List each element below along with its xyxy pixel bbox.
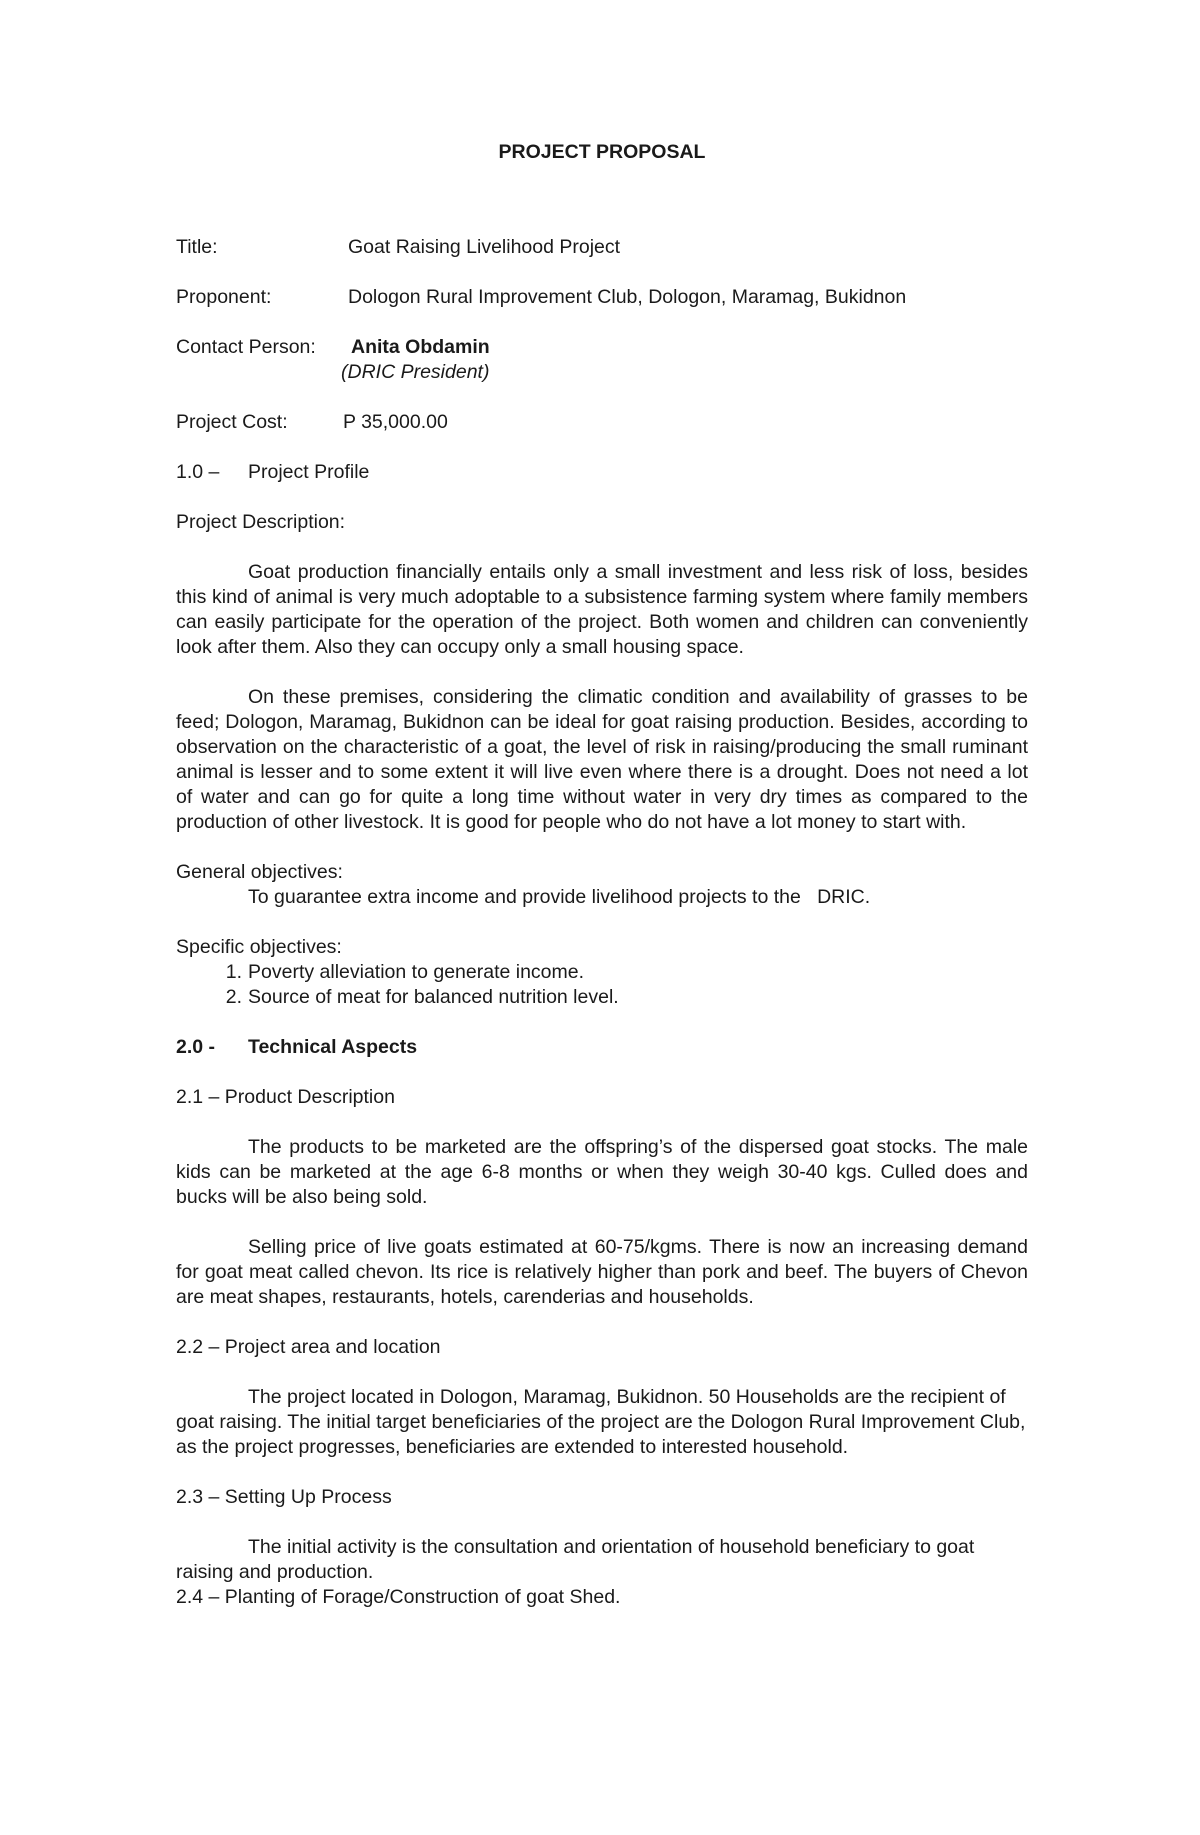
section-1-heading bbox=[176, 460, 1028, 485]
product-paragraph-2: Selling price of live goats estimated at 60-75/kgms. There is now an increasing demand for goat meat called chevon. Its rice is relatively higher than pork and beef. The buyers of Chevon are meat shapes, restaurants, hotels, carenderias and households. bbox=[176, 1236, 1028, 1308]
list-item-number: 1. bbox=[225, 961, 242, 983]
specific-objectives-list bbox=[176, 960, 1028, 1010]
description-paragraph-1: Goat production financially entails only a small investment and less risk of loss, besides this kind of animal is very much adoptable to a subsistence farming system where family members can easily participate for the operation of the project. Both women and children can conveniently look after them. Also they can occupy only a small housing space. bbox=[176, 561, 1028, 658]
cost-field bbox=[176, 410, 1028, 435]
contact-role: (DRIC President) bbox=[341, 361, 490, 383]
section-2-heading bbox=[176, 1035, 1028, 1060]
setup-paragraph: The initial activity is the consultation and orientation of household beneficiary to goat raising and production. bbox=[176, 1536, 975, 1583]
subsection-2-3-heading: 2.3 – Setting Up Process bbox=[176, 1486, 392, 1508]
section-1-title: Project Profile bbox=[248, 461, 370, 483]
list-item bbox=[225, 960, 1028, 985]
proponent-field bbox=[176, 285, 1028, 310]
subsection-2-2-heading: 2.2 – Project area and location bbox=[176, 1336, 441, 1358]
contact-name: Anita Obdamin bbox=[351, 336, 490, 358]
contact-label: Contact Person: bbox=[176, 336, 316, 358]
proponent-value: Dologon Rural Improvement Club, Dologon, Maramag, Bukidnon bbox=[348, 286, 907, 308]
list-item-number: 2. bbox=[225, 986, 242, 1008]
proponent-label: Proponent: bbox=[176, 286, 272, 308]
cost-value: P 35,000.00 bbox=[343, 411, 448, 433]
general-objectives-label: General objectives: bbox=[176, 861, 343, 883]
description-paragraph-2: On these premises, considering the climatic condition and availability of grasses to be feed; Dologon, Maramag, Bukidnon can be ideal for goat raising production. Besides, according to observation on the characteristic of a goat, the level of risk in raising/producing the small ruminant animal is lesser and to some extent it will live even where there is a drought. Does not need a lot of water and can go for quite a long time without water in very dry times as compared to the production of other livestock. It is good for people who do not have a lot money to start with. bbox=[176, 686, 1028, 833]
section-2-number: 2.0 - bbox=[176, 1036, 216, 1058]
list-item bbox=[225, 985, 1028, 1010]
general-objectives-text: To guarantee extra income and provide livelihood projects to the DRIC. bbox=[248, 886, 871, 908]
list-item-text: Source of meat for balanced nutrition level. bbox=[248, 986, 619, 1008]
title-field bbox=[176, 235, 1028, 260]
product-paragraph-1: The products to be marketed are the offspring’s of the dispersed goat stocks. The male kids can be marketed at the age 6-8 months or when they weigh 30-40 kgs. Culled does and bucks will be also being sold. bbox=[176, 1136, 1028, 1208]
page-title: PROJECT PROPOSAL bbox=[498, 141, 706, 163]
section-1-number: 1.0 – bbox=[176, 461, 220, 483]
specific-objectives-label: Specific objectives: bbox=[176, 936, 342, 958]
title-value: Goat Raising Livelihood Project bbox=[348, 236, 621, 258]
title-label: Title: bbox=[176, 236, 218, 258]
section-2-title: Technical Aspects bbox=[248, 1036, 418, 1058]
subsection-2-1-heading: 2.1 – Product Description bbox=[176, 1086, 395, 1108]
contact-field bbox=[176, 335, 1028, 360]
project-description-label: Project Description: bbox=[176, 511, 346, 533]
document-body bbox=[176, 140, 1028, 1610]
list-item-text: Poverty alleviation to generate income. bbox=[248, 961, 585, 983]
subsection-2-4-heading: 2.4 – Planting of Forage/Construction of goat Shed. bbox=[176, 1586, 621, 1608]
cost-label: Project Cost: bbox=[176, 411, 288, 433]
location-paragraph: The project located in Dologon, Maramag, Bukidnon. 50 Households are the recipient of goat raising. The initial target beneficiaries of the project are the Dologon Rural Improvement Club, as the project progresses, beneficiaries are extended to interested household. bbox=[176, 1386, 1026, 1458]
